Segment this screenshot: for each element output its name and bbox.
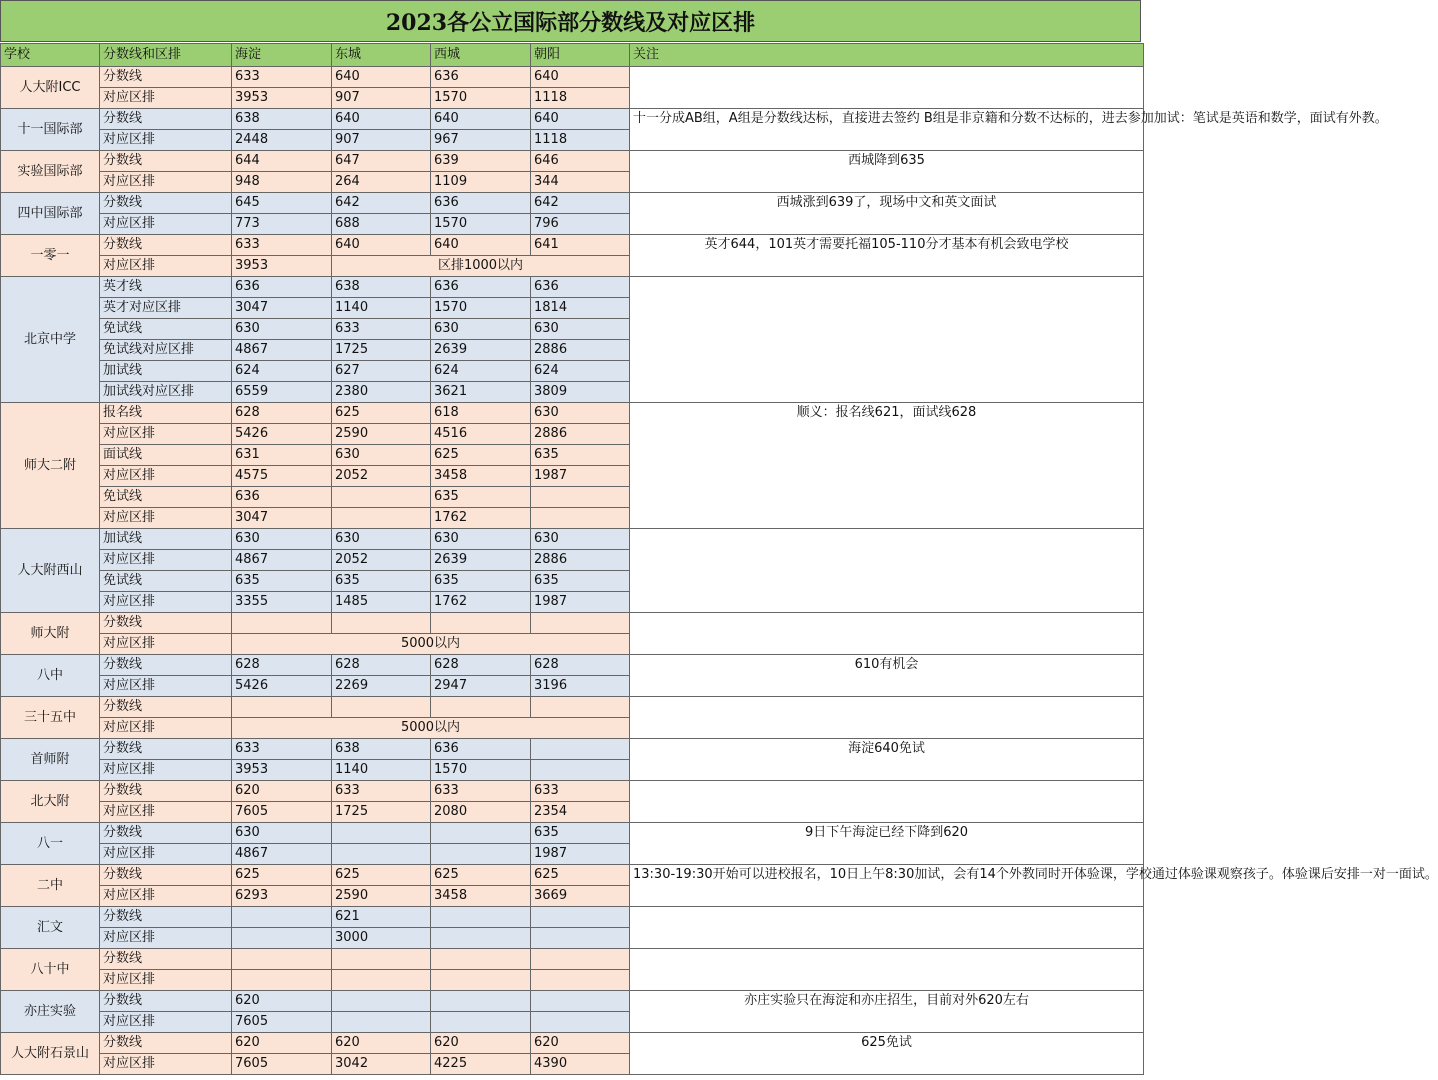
cell-dongcheng: 688 [332,214,431,235]
cell-haidian: 630 [232,529,332,550]
table-row [1,529,1144,550]
cell-chaoyang: 4390 [531,1054,630,1075]
cell-xicheng [431,991,531,1012]
row-label: 对应区排 [100,550,232,571]
cell-haidian [232,697,332,718]
row-label: 对应区排 [100,172,232,193]
cell-xicheng: 4516 [431,424,531,445]
merged-rank-cell: 5000以内 [232,634,630,655]
cell-haidian: 5426 [232,676,332,697]
row-label: 对应区排 [100,970,232,991]
note-cell [630,697,1144,739]
cell-xicheng: 635 [431,571,531,592]
row-label: 免试线对应区排 [100,340,232,361]
table-row [1,235,1144,256]
note-cell: 十一分成AB组，A组是分数线达标，直接进去签约 B组是非京籍和分数不达标的，进去参加加试：笔试是英语和数学，面试有外教。 [630,109,1144,151]
school-name: 人大附西山 [1,529,100,613]
cell-haidian [232,613,332,634]
row-label: 加试线 [100,529,232,550]
row-label: 分数线 [100,781,232,802]
school-name: 四中国际部 [1,193,100,235]
cell-dongcheng: 635 [332,571,431,592]
cell-chaoyang [531,487,630,508]
cell-haidian: 3047 [232,508,332,529]
cell-dongcheng [332,508,431,529]
cell-dongcheng [332,1012,431,1033]
row-label: 对应区排 [100,1012,232,1033]
table-row [1,991,1144,1012]
cell-dongcheng [332,697,431,718]
cell-xicheng: 630 [431,529,531,550]
cell-haidian: 636 [232,487,332,508]
cell-chaoyang: 1987 [531,466,630,487]
table-row [1,907,1144,928]
cell-haidian: 628 [232,403,332,424]
cell-haidian: 948 [232,172,332,193]
cell-xicheng [431,907,531,928]
cell-chaoyang: 633 [531,781,630,802]
table-row [1,823,1144,844]
row-label: 对应区排 [100,466,232,487]
school-name: 汇文 [1,907,100,949]
cell-xicheng: 630 [431,319,531,340]
row-label: 对应区排 [100,844,232,865]
cell-haidian: 7605 [232,802,332,823]
cell-dongcheng [332,487,431,508]
cell-chaoyang: 2886 [531,550,630,571]
header-school: 学校 [1,44,100,67]
cell-dongcheng: 2269 [332,676,431,697]
note-cell [630,907,1144,949]
cell-xicheng: 4225 [431,1054,531,1075]
cell-xicheng: 1570 [431,298,531,319]
cell-dongcheng: 1140 [332,760,431,781]
school-name: 八一 [1,823,100,865]
cell-dongcheng: 625 [332,865,431,886]
cell-chaoyang: 1814 [531,298,630,319]
table-row [1,403,1144,424]
cell-haidian: 3953 [232,256,332,277]
cell-haidian: 5426 [232,424,332,445]
cell-xicheng: 3458 [431,466,531,487]
row-label: 英才对应区排 [100,298,232,319]
cell-xicheng: 1570 [431,760,531,781]
cell-haidian: 2448 [232,130,332,151]
school-name: 八十中 [1,949,100,991]
cell-xicheng: 635 [431,487,531,508]
cell-haidian: 628 [232,655,332,676]
table-row [1,781,1144,802]
cell-dongcheng [332,844,431,865]
cell-chaoyang: 2354 [531,802,630,823]
cell-haidian: 633 [232,67,332,88]
row-label: 对应区排 [100,130,232,151]
cell-chaoyang: 624 [531,361,630,382]
cell-haidian: 638 [232,109,332,130]
cell-chaoyang: 630 [531,319,630,340]
cell-chaoyang: 640 [531,109,630,130]
cell-xicheng: 3621 [431,382,531,403]
cell-dongcheng [332,613,431,634]
cell-dongcheng: 638 [332,277,431,298]
cell-chaoyang [531,949,630,970]
cell-dongcheng: 2590 [332,424,431,445]
cell-haidian: 6559 [232,382,332,403]
school-name: 八中 [1,655,100,697]
merged-rank-cell: 5000以内 [232,718,630,739]
row-label: 分数线 [100,739,232,760]
school-name: 首师附 [1,739,100,781]
table-row [1,949,1144,970]
school-name: 人大附石景山 [1,1033,100,1075]
cell-dongcheng [332,823,431,844]
cell-dongcheng: 633 [332,319,431,340]
cell-chaoyang [531,991,630,1012]
cell-chaoyang: 641 [531,235,630,256]
table-row [1,109,1144,130]
cell-xicheng: 618 [431,403,531,424]
cell-xicheng: 2639 [431,550,531,571]
note-cell: 625免试 [630,1033,1144,1075]
cell-chaoyang: 625 [531,865,630,886]
cell-xicheng [431,697,531,718]
header-notes: 关注 [630,44,1144,67]
header-row [1,44,1144,67]
table-row [1,613,1144,634]
cell-haidian: 3047 [232,298,332,319]
table-row [1,865,1144,886]
cell-xicheng [431,823,531,844]
school-name: 师大附 [1,613,100,655]
cell-haidian: 635 [232,571,332,592]
row-label: 英才线 [100,277,232,298]
school-name: 二中 [1,865,100,907]
cell-haidian: 4867 [232,844,332,865]
cell-haidian: 4867 [232,550,332,571]
cell-chaoyang: 796 [531,214,630,235]
cell-chaoyang: 1118 [531,130,630,151]
note-cell [630,67,1144,109]
school-name: 师大二附 [1,403,100,529]
header-dongcheng: 东城 [332,44,431,67]
cell-haidian: 7605 [232,1054,332,1075]
cell-xicheng: 1762 [431,508,531,529]
cell-chaoyang: 636 [531,277,630,298]
cell-xicheng: 1570 [431,214,531,235]
cell-chaoyang: 3809 [531,382,630,403]
cell-chaoyang [531,1012,630,1033]
cell-dongcheng [332,949,431,970]
score-table [0,43,1438,1075]
cell-dongcheng: 264 [332,172,431,193]
row-label: 对应区排 [100,214,232,235]
row-label: 对应区排 [100,634,232,655]
school-name: 亦庄实验 [1,991,100,1033]
row-label: 加试线对应区排 [100,382,232,403]
row-label: 对应区排 [100,676,232,697]
cell-xicheng: 628 [431,655,531,676]
cell-chaoyang: 642 [531,193,630,214]
school-name: 人大附ICC [1,67,100,109]
cell-xicheng: 2639 [431,340,531,361]
row-label: 对应区排 [100,760,232,781]
cell-xicheng: 3458 [431,886,531,907]
table-row [1,151,1144,172]
cell-dongcheng: 633 [332,781,431,802]
header-chaoyang: 朝阳 [531,44,630,67]
cell-dongcheng [332,991,431,1012]
cell-xicheng [431,949,531,970]
cell-chaoyang: 2886 [531,340,630,361]
row-label: 分数线 [100,949,232,970]
note-cell: 顺义：报名线621，面试线628 [630,403,1144,529]
row-label: 面试线 [100,445,232,466]
note-cell [630,613,1144,655]
note-cell: 13:30-19:30开始可以进校报名，10日上午8:30加试，会有14个外教同时开体验课，学校通过体验课观察孩子。体验课后安排一对一面试。 [630,865,1144,907]
row-label: 对应区排 [100,718,232,739]
cell-xicheng [431,613,531,634]
table-row [1,1033,1144,1054]
cell-chaoyang [531,739,630,760]
cell-chaoyang: 344 [531,172,630,193]
cell-dongcheng: 1725 [332,340,431,361]
cell-chaoyang: 3669 [531,886,630,907]
row-label: 分数线 [100,655,232,676]
cell-dongcheng: 640 [332,235,431,256]
row-label: 分数线 [100,1033,232,1054]
table-row [1,193,1144,214]
cell-xicheng: 625 [431,445,531,466]
cell-xicheng: 624 [431,361,531,382]
sheet-title: 2023各公立国际部分数线及对应区排 [0,0,1141,42]
cell-haidian: 630 [232,319,332,340]
cell-chaoyang [531,613,630,634]
cell-xicheng [431,844,531,865]
cell-haidian: 644 [232,151,332,172]
table-row [1,67,1144,88]
cell-haidian: 6293 [232,886,332,907]
cell-chaoyang: 1987 [531,592,630,613]
cell-chaoyang [531,760,630,781]
cell-haidian: 620 [232,781,332,802]
cell-dongcheng: 638 [332,739,431,760]
cell-haidian: 620 [232,991,332,1012]
cell-dongcheng: 3000 [332,928,431,949]
cell-haidian: 633 [232,739,332,760]
school-name: 实验国际部 [1,151,100,193]
cell-dongcheng: 640 [332,109,431,130]
row-label: 分数线 [100,907,232,928]
cell-chaoyang: 630 [531,529,630,550]
cell-xicheng: 636 [431,67,531,88]
cell-xicheng: 967 [431,130,531,151]
cell-haidian: 4867 [232,340,332,361]
cell-xicheng: 1109 [431,172,531,193]
cell-chaoyang [531,697,630,718]
cell-haidian: 7605 [232,1012,332,1033]
school-name: 一零一 [1,235,100,277]
cell-xicheng: 636 [431,277,531,298]
cell-haidian: 624 [232,361,332,382]
table-row [1,739,1144,760]
cell-haidian: 630 [232,823,332,844]
cell-haidian [232,970,332,991]
cell-chaoyang: 646 [531,151,630,172]
cell-dongcheng: 620 [332,1033,431,1054]
note-cell: 610有机会 [630,655,1144,697]
cell-dongcheng: 630 [332,529,431,550]
row-label: 对应区排 [100,928,232,949]
row-label: 分数线 [100,823,232,844]
cell-haidian: 620 [232,1033,332,1054]
row-label: 对应区排 [100,1054,232,1075]
note-cell: 海淀640免试 [630,739,1144,781]
note-cell: 西城降到635 [630,151,1144,193]
row-label: 分数线 [100,613,232,634]
cell-xicheng [431,1012,531,1033]
cell-xicheng: 640 [431,235,531,256]
cell-xicheng: 625 [431,865,531,886]
cell-xicheng: 620 [431,1033,531,1054]
cell-chaoyang: 2886 [531,424,630,445]
cell-xicheng [431,928,531,949]
cell-dongcheng: 625 [332,403,431,424]
cell-dongcheng: 627 [332,361,431,382]
cell-dongcheng: 1140 [332,298,431,319]
note-cell [630,949,1144,991]
row-label: 分数线 [100,991,232,1012]
row-label: 分数线 [100,865,232,886]
cell-dongcheng: 2380 [332,382,431,403]
cell-dongcheng: 621 [332,907,431,928]
cell-xicheng: 1762 [431,592,531,613]
cell-dongcheng: 640 [332,67,431,88]
row-label: 分数线 [100,67,232,88]
row-label: 分数线 [100,697,232,718]
row-label: 分数线 [100,235,232,256]
row-label: 分数线 [100,151,232,172]
cell-xicheng: 636 [431,193,531,214]
header-xicheng: 西城 [431,44,531,67]
note-cell [630,529,1144,613]
header-score-rank: 分数线和区排 [100,44,232,67]
school-name: 北京中学 [1,277,100,403]
cell-xicheng: 639 [431,151,531,172]
cell-dongcheng: 642 [332,193,431,214]
row-label: 对应区排 [100,592,232,613]
table-row [1,277,1144,298]
row-label: 对应区排 [100,424,232,445]
cell-chaoyang: 635 [531,445,630,466]
note-cell: 亦庄实验只在海淀和亦庄招生，目前对外620左右 [630,991,1144,1033]
cell-chaoyang: 1987 [531,844,630,865]
cell-chaoyang: 630 [531,403,630,424]
cell-haidian: 3953 [232,88,332,109]
row-label: 分数线 [100,193,232,214]
cell-chaoyang [531,907,630,928]
cell-chaoyang [531,508,630,529]
cell-chaoyang: 640 [531,67,630,88]
note-cell: 西城涨到639了，现场中文和英文面试 [630,193,1144,235]
cell-xicheng: 2947 [431,676,531,697]
cell-dongcheng: 907 [332,130,431,151]
cell-haidian [232,928,332,949]
cell-chaoyang [531,928,630,949]
cell-dongcheng: 2052 [332,550,431,571]
cell-dongcheng: 647 [332,151,431,172]
row-label: 对应区排 [100,802,232,823]
note-cell [630,277,1144,403]
row-label: 对应区排 [100,886,232,907]
row-label: 免试线 [100,487,232,508]
school-name: 北大附 [1,781,100,823]
cell-haidian: 625 [232,865,332,886]
cell-haidian [232,949,332,970]
table-row [1,655,1144,676]
school-name: 十一国际部 [1,109,100,151]
cell-haidian: 633 [232,235,332,256]
cell-dongcheng [332,970,431,991]
row-label: 免试线 [100,571,232,592]
cell-xicheng: 1570 [431,88,531,109]
row-label: 对应区排 [100,88,232,109]
cell-dongcheng: 2052 [332,466,431,487]
cell-haidian: 773 [232,214,332,235]
cell-dongcheng: 1725 [332,802,431,823]
cell-chaoyang: 620 [531,1033,630,1054]
note-cell: 9日下午海淀已经下降到620 [630,823,1144,865]
row-label: 对应区排 [100,508,232,529]
note-cell: 英才644，101英才需要托福105-110分才基本有机会致电学校 [630,235,1144,277]
header-haidian: 海淀 [232,44,332,67]
cell-chaoyang [531,970,630,991]
note-cell [630,781,1144,823]
cell-haidian: 636 [232,277,332,298]
cell-haidian: 645 [232,193,332,214]
cell-xicheng: 633 [431,781,531,802]
cell-chaoyang: 1118 [531,88,630,109]
cell-dongcheng: 2590 [332,886,431,907]
table-row [1,697,1144,718]
row-label: 加试线 [100,361,232,382]
cell-xicheng: 2080 [431,802,531,823]
cell-dongcheng: 630 [332,445,431,466]
merged-rank-cell: 区排1000以内 [332,256,630,277]
cell-chaoyang: 628 [531,655,630,676]
cell-haidian: 3355 [232,592,332,613]
row-label: 免试线 [100,319,232,340]
cell-haidian: 3953 [232,760,332,781]
cell-haidian [232,907,332,928]
cell-xicheng [431,970,531,991]
cell-chaoyang: 635 [531,571,630,592]
row-label: 报名线 [100,403,232,424]
cell-dongcheng: 3042 [332,1054,431,1075]
cell-dongcheng: 628 [332,655,431,676]
school-name: 三十五中 [1,697,100,739]
cell-dongcheng: 907 [332,88,431,109]
cell-xicheng: 640 [431,109,531,130]
row-label: 对应区排 [100,256,232,277]
cell-haidian: 631 [232,445,332,466]
row-label: 分数线 [100,109,232,130]
cell-chaoyang: 3196 [531,676,630,697]
cell-xicheng: 636 [431,739,531,760]
cell-dongcheng: 1485 [332,592,431,613]
cell-haidian: 4575 [232,466,332,487]
cell-chaoyang: 635 [531,823,630,844]
